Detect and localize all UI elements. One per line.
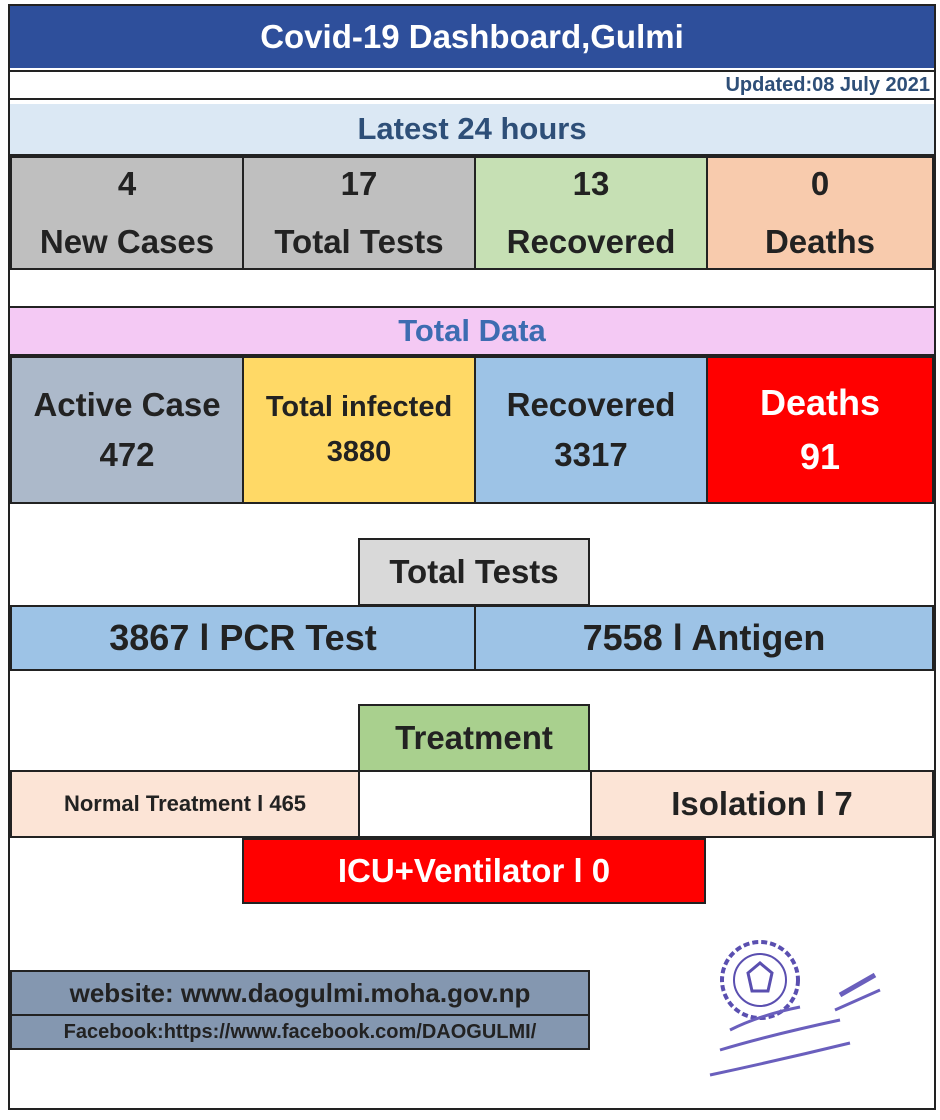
stat-value: 3317 [554, 436, 628, 473]
total-active-case [10, 356, 244, 504]
stat-value: 91 [799, 436, 841, 477]
total-infected [242, 356, 476, 504]
total-recovered [474, 356, 708, 504]
treatment-empty-cell [358, 770, 592, 838]
isolation-count: Isolation l 7 [590, 770, 934, 838]
treatment-heading: Treatment [358, 704, 590, 772]
stat-value: 13 [572, 165, 610, 202]
stat-total-tests-24h [242, 156, 476, 270]
stat-value: 17 [340, 165, 378, 202]
stat-label: Recovered [506, 223, 676, 260]
total-data-heading: Total Data [10, 306, 934, 356]
stat-new-cases [10, 156, 244, 270]
facebook-link[interactable]: Facebook:https://www.facebook.com/DAOGULMI/ [10, 1014, 590, 1050]
stat-value: 3880 [326, 436, 392, 468]
stat-label: Deaths [764, 223, 876, 260]
stat-label: Recovered [506, 386, 676, 423]
total-tests-heading: Total Tests [358, 538, 590, 606]
total-deaths [706, 356, 934, 504]
stat-label: Active Case [33, 386, 221, 423]
pcr-test-count: 3867 l PCR Test [10, 605, 476, 671]
stat-label: Total Tests [274, 223, 444, 260]
stat-value: 0 [810, 165, 830, 202]
antigen-test-count: 7558 l Antigen [474, 605, 934, 671]
stat-label: Total infected [265, 391, 453, 423]
page-title: Covid-19 Dashboard,Gulmi [10, 6, 934, 68]
updated-date: Updated:08 July 2021 [10, 70, 934, 100]
stat-deaths-24h [706, 156, 934, 270]
stat-label: Deaths [759, 382, 881, 423]
stat-value: 472 [99, 436, 155, 473]
stat-label: New Cases [39, 223, 215, 260]
stat-value: 4 [117, 165, 137, 202]
normal-treatment: Normal Treatment l 465 [10, 770, 360, 838]
stat-recovered-24h [474, 156, 708, 270]
icu-ventilator-count: ICU+Ventilator l 0 [242, 838, 706, 904]
office-seal-stamp [690, 935, 890, 1095]
latest-24h-heading: Latest 24 hours [10, 104, 934, 156]
website-link[interactable]: website: www.daogulmi.moha.gov.np [10, 970, 590, 1016]
